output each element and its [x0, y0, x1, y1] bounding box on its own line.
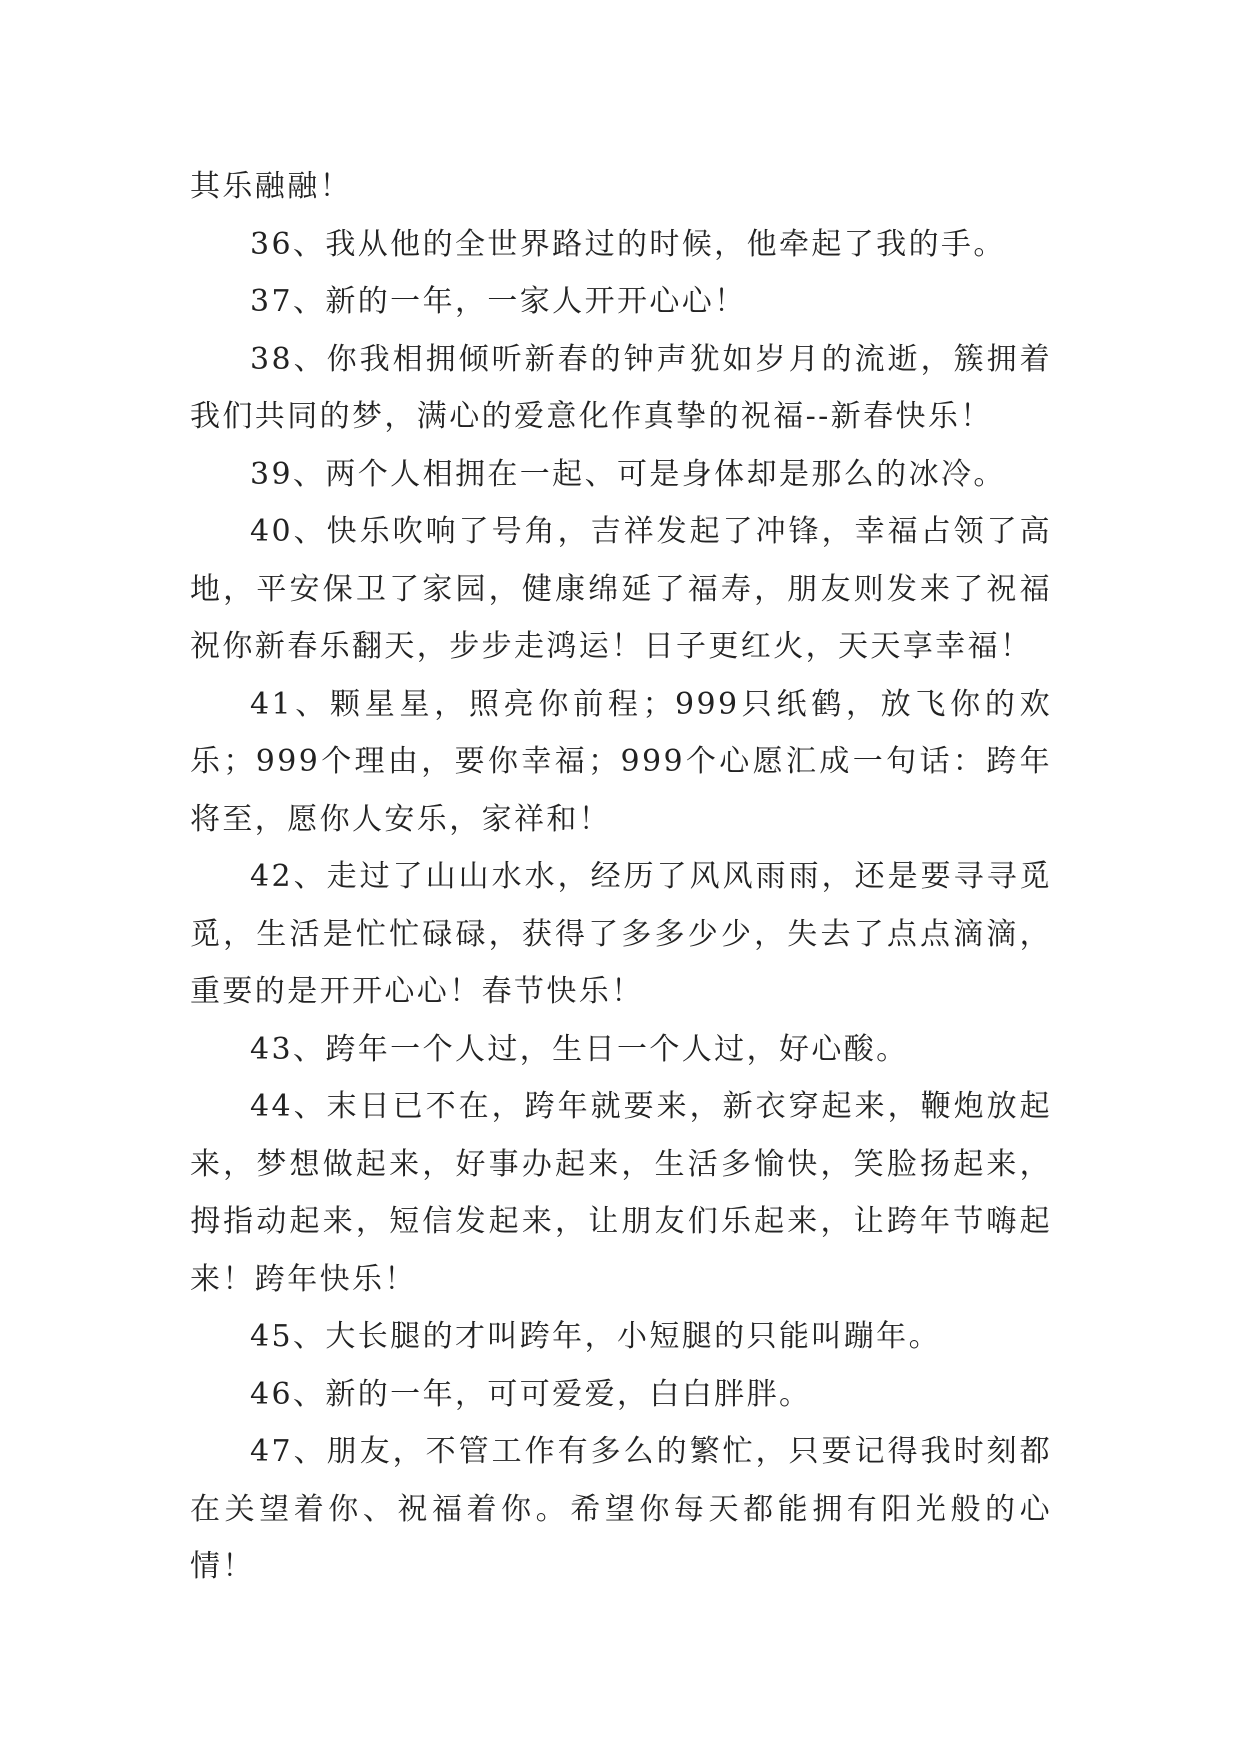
paragraph-continuation: 其乐融融！ [190, 169, 352, 204]
list-item-46: 46、新的一年，可可爱爱，白白胖胖。 [250, 1376, 812, 1412]
list-item-42: 42、走过了山山水水，经历了风风雨雨，还是要寻寻觅觅，生活是忙忙碌碌，获得了多多少少，失去了点点滴滴，重要的是开开心心！春节快乐！ [190, 859, 1052, 1009]
list-item-36: 36、我从他的全世界路过的时候，他牵起了我的手。 [250, 226, 1006, 262]
list-item-40: 40、快乐吹响了号角，吉祥发起了冲锋，幸福占领了高地，平安保卫了家园，健康绵延了福寿，朋友则发来了祝福祝你新春乐翻天，步步走鸿运！日子更红火，天天享幸福！ [190, 514, 1052, 664]
list-item-45: 45、大长腿的才叫跨年，小短腿的只能叫蹦年。 [250, 1319, 941, 1354]
list-item-38: 38、你我相拥倾听新春的钟声犹如岁月的流逝，簇拥着我们共同的梦，满心的爱意化作真挚的祝福--新春快乐！ [190, 341, 1052, 434]
list-item-37: 37、新的一年，一家人开开心心！ [250, 284, 747, 319]
list-item-39: 39、两个人相拥在一起、可是身体却是那么的冰冷。 [250, 456, 1006, 492]
list-item-44: 44、末日已不在，跨年就要来，新衣穿起来，鞭炮放起来，梦想做起来，好事办起来，生活多愉快，笑脸扬起来，拇指动起来，短信发起来，让朋友们乐起来，让跨年节嗨起来！跨年快乐！ [190, 1089, 1052, 1297]
list-item-41: 41、颗星星，照亮你前程；999只纸鹤，放飞你的欢乐；999个理由，要你幸福；999个心愿汇成一句话：跨年将至，愿你人安乐，家祥和！ [190, 686, 1052, 837]
document-body [190, 158, 1052, 1596]
list-item-47: 47、朋友，不管工作有多么的繁忙，只要记得我时刻都在关望着你、祝福着你。希望你每天都能拥有阳光般的心情！ [190, 1434, 1052, 1584]
list-item-43: 43、跨年一个人过，生日一个人过，好心酸。 [250, 1031, 909, 1067]
